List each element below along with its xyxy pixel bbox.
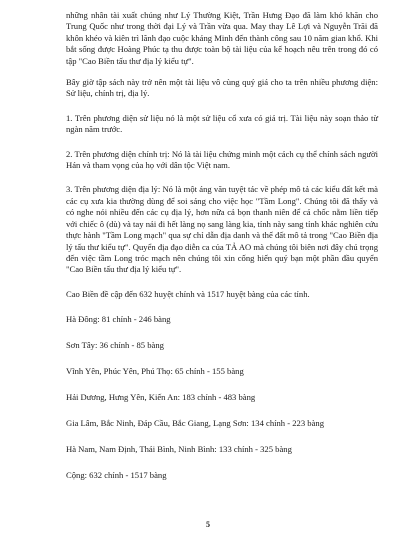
stats-list — [66, 314, 378, 481]
paragraph-point-geography: 3. Trên phương diện địa lý: Nó là một áng văn tuyệt tác về phép mô tả các kiểu đất kết mà các cụ xưa kia thường dùng để soi sáng cho việc học "Tầm Long". Chúng tôi đã thấy và có nghe nói nhiều đến các cụ địa lý, hơn nữa cả bọn thanh niên để cả chốc nằm liền tiếp với chiếc ô (dù) và tay nải đi hết làng nọ sang làng kia, tỉnh này sang tỉnh khác nghiên cứu thực hành "Tầm Long mạch" qua sự chỉ dẫn địa danh và thế đất mô tả trong "Cao Biền địa lý tấu thư kiểu tự". Quyển địa đạo diễn ca của TẢ AO mà chúng tôi biên nơi đây chú trọng đến việc tầm Long tróc mạch nên chúng tôi xin cống hiến quý bạn một phần đầu quyển "Cao Biền tấu thư địa lý kiểu tự". — [66, 184, 378, 275]
stat-line-ha-nam: Hà Nam, Nam Định, Thái Bình, Ninh Bình: 133 chính - 325 bàng — [66, 443, 292, 454]
stat-line-son-tay: Sơn Tây: 36 chính - 85 bàng — [66, 340, 164, 351]
stat-line-total: Cộng: 632 chính - 1517 bàng — [66, 469, 167, 480]
stat-line-ha-dong: Hà Đông: 81 chính - 246 bàng — [66, 314, 171, 325]
page-number: 5 — [206, 520, 210, 529]
stat-line-gia-lam: Gia Lâm, Bắc Ninh, Đáp Cầu, Bắc Giang, Lạng Sơn: 134 chính - 223 bàng — [66, 417, 325, 428]
paragraph-value-intro: Bây giờ tập sách này trở nên một tài liệu vô cùng quý giá cho ta trên nhiều phương diện: Sử liệu, chính trị, địa lý. — [66, 77, 378, 99]
stat-line-vinh-yen: Vĩnh Yên, Phúc Yên, Phú Thọ: 65 chính - 155 bàng — [66, 365, 244, 376]
paragraph-point-politics: 2. Trên phương diện chính trị: Nó là tài liệu chứng minh một cách cụ thể chính sách người Hán và tham vọng của họ với dân tộc Việt nam. — [66, 148, 378, 171]
paragraph-history-intro: những nhân tài xuất chúng như Lý Thường Kiệt, Trần Hưng Đạo đã làm khó khăn cho Trung Quốc như trong thời đại Lý và Trần vừa qua. May thay Lê Lợi và Nguyễn Trãi đã khôn khéo và kiên trì lãnh đạo cuộc kháng Minh đến thành công sau 10 năm gian khổ. Khi bắt sống được Hoàng Phúc tạ thu được toàn bộ tài liệu của kế hoạch nêu trên trong đó có tập "Cao Biền tấu thư địa lý kiểu tự". — [66, 10, 378, 66]
stat-line-hai-duong: Hải Dương, Hưng Yên, Kiến An: 183 chính - 483 bàng — [66, 391, 256, 402]
paragraph-point-history: 1. Trên phương diện sử liệu nó là một sử liệu cổ xưa có giá trị. Tài liệu này soạn thảo từ ngàn năm trước. — [66, 112, 378, 135]
paragraph-summary: Cao Biền đề cập đến 632 huyệt chính và 1517 huyệt bàng của các tỉnh. — [66, 288, 310, 299]
document-page — [66, 10, 378, 495]
